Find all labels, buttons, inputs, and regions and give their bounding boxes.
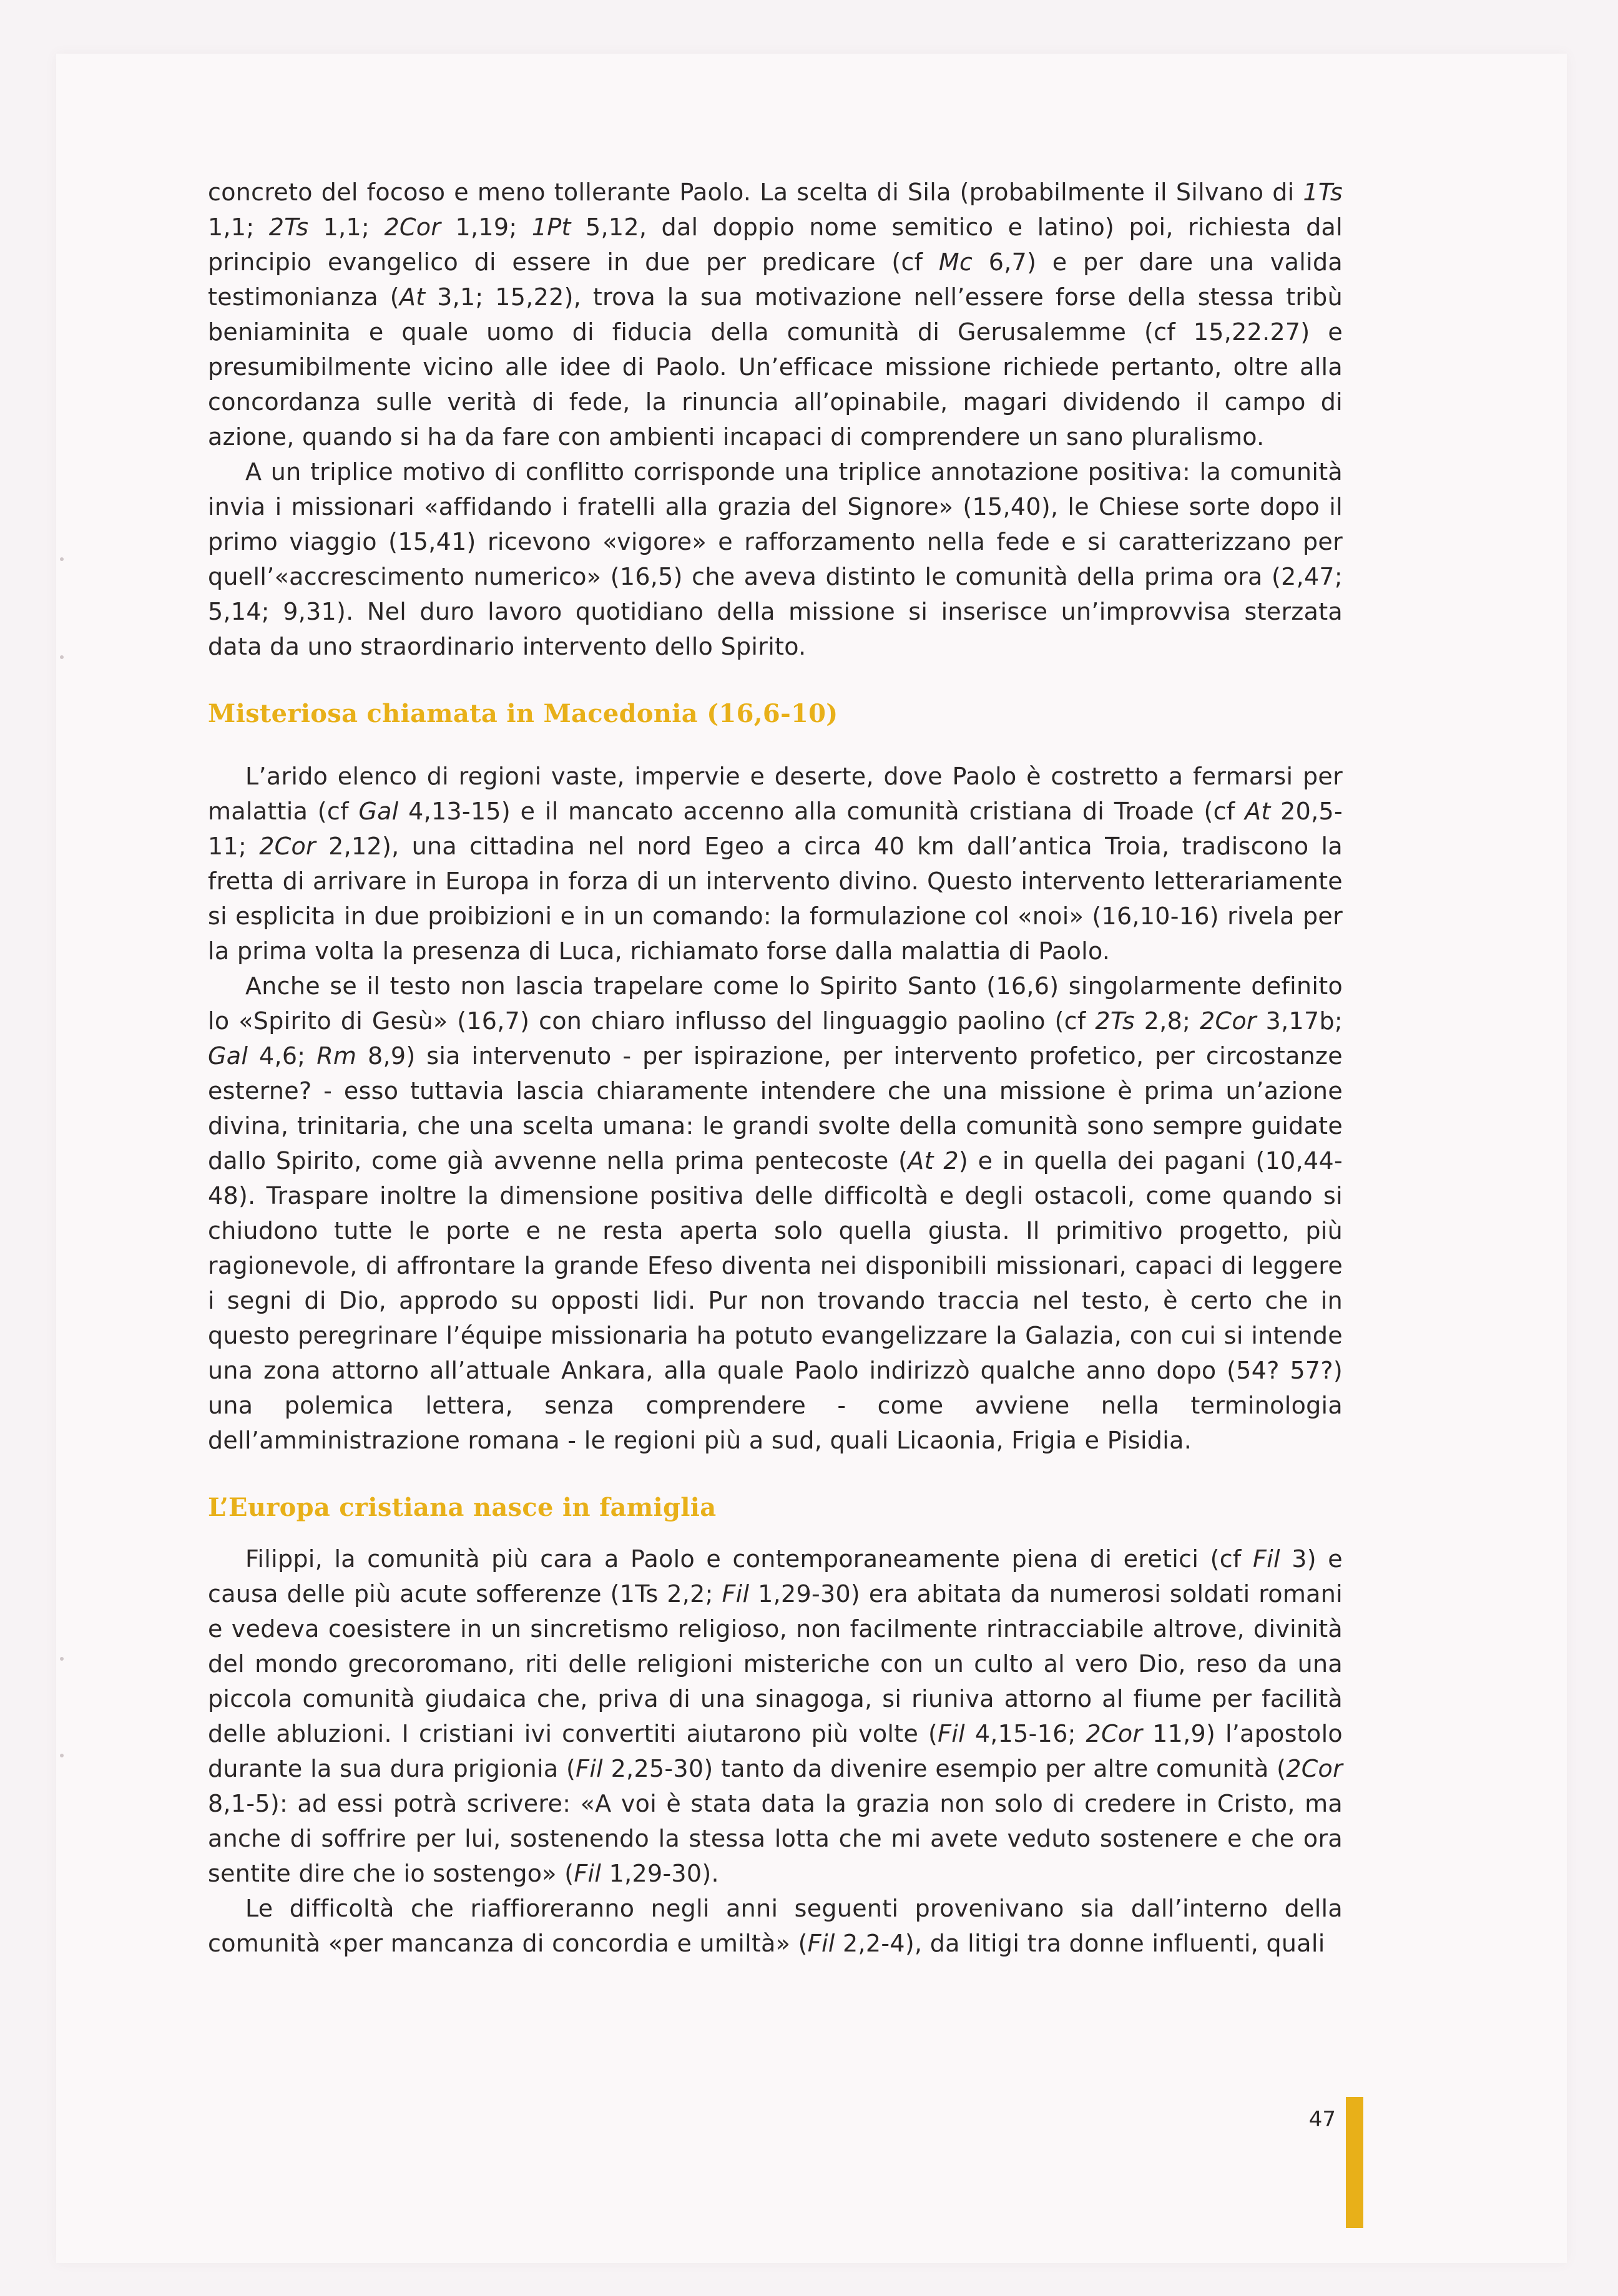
scripture-reference: Fil [574,1860,602,1887]
text-run: Filippi, la comunità più cara a Paolo e contemporaneamente piena di eretici (cf [245,1545,1253,1573]
scripture-reference: Fil [576,1755,604,1782]
scan-speck [60,1754,64,1757]
scripture-reference: 1Pt [531,213,571,241]
section2-paragraph-2 [208,1891,1343,1961]
scripture-reference: Fil [938,1720,965,1747]
scripture-reference: 2Ts [1095,1007,1135,1035]
text-run: 2,2-4), da litigi tra donne influenti, quali [835,1930,1325,1957]
intro-paragraph-1 [208,175,1343,454]
scan-speck [60,1657,64,1661]
text-run: 4,6; [248,1042,317,1070]
page-edge-tab [1346,2097,1363,2228]
text-run: 20,5-11; [208,798,1343,860]
section1-paragraph-2 [208,969,1343,1458]
scripture-reference: Fil [1253,1545,1280,1573]
section2-paragraph-1 [208,1541,1343,1891]
text-run: A un triplice motivo di conflitto corrisponde una triplice annotazione positiva: la comunità invia i missionari «affidando i fratelli alla grazia del Signore» (15,40), le Chiese sorte dopo il primo viaggio (15,41) ricevono «vigore» e rafforzamento nella fede e si caratterizzano per quell’«accrescimento numerico» (16,5) che aveva distinto le comunità della prima ora (2,47; 5,14; 9,31). Nel duro lavoro quotidiano della missione si inserisce un’improvvisa sterzata data da uno straordinario intervento dello Spirito. [208,458,1343,660]
scripture-reference: 2Cor [1200,1007,1257,1035]
scripture-reference: Fil [722,1580,750,1608]
scripture-reference: 2Ts [268,213,309,241]
scripture-reference: Gal [208,1042,248,1070]
scripture-reference: Rm [316,1042,357,1070]
scripture-reference: 2Cor [1286,1755,1343,1782]
text-run: Le difficoltà che riaffioreranno negli anni seguenti provenivano sia dall’interno della comunità «per mancanza di concordia e umiltà» ( [208,1895,1343,1957]
scan-speck [60,557,64,561]
scripture-reference: Fil [807,1930,835,1957]
section1-paragraph-1 [208,759,1343,969]
text-run: 4,13-15) e il mancato accenno alla comunità cristiana di Troade (cf [398,798,1245,825]
text-run: 1,29-30) era abitata da numerosi soldati romani e vedeva coesistere in un sincretismo religioso, non facilmente rintracciabile altrove, divinità del mondo grecoromano, riti delle religioni misteriche con un culto al vero Dio, reso da una piccola comunità giudaica che, priva di una sinagoga, si riuniva attorno al fiume per facilità delle abluzioni. I cristiani ivi convertiti aiutarono più volte ( [208,1580,1343,1747]
text-run: 1,1; [208,213,269,241]
scripture-reference: At [399,283,426,311]
scan-speck [60,655,64,659]
section-heading-macedonia: Misteriosa chiamata in Macedonia (16,6-10) [208,699,838,728]
text-run: Anche se il testo non lascia trapelare come lo Spirito Santo (16,6) singolarmente definito lo «Spirito di Gesù» (16,7) con chiaro influsso del linguaggio paolino (cf [208,972,1343,1035]
text-run: 4,15-16; [965,1720,1086,1747]
text-run: ) e in quella dei pagani (10,44-48). Traspare inoltre la dimensione positiva delle difficoltà e degli ostacoli, come quando si chiudono tutte le porte e ne resta aperta solo quella giusta. Il primitivo progetto, più ragionevole, di affrontare la grande Efeso diventa nei disponibili missionari, capaci di leggere i segni di Dio, approdo su opposti lidi. Pur non trovando traccia nel testo, è certo che in questo peregrinare l’équipe missionaria ha potuto evangelizzare la Galazia, con cui si intende una zona attorno all’attuale Ankara, alla quale Paolo indirizzò qualche anno dopo (54? 57?) una polemica lettera, senza comprendere - come avviene nella terminologia dell’amministrazione romana - le regioni più a sud, quali Licaonia, Frigia e Pisidia. [208,1147,1343,1454]
text-run: 2,25-30) tanto da divenire esempio per altre comunità ( [603,1755,1287,1782]
text-run: 3,1; 15,22), trova la sua motivazione nell’essere forse della stessa tribù beniaminita e quale uomo di fiducia della comunità di Gerusalemme (cf 15,22.27) e presumibilmente vicino alle idee di Paolo. Un’efficace missione richiede pertanto, oltre alla concordanza sulle verità di fede, la rinuncia all’opinabile, magari dividendo il campo di azione, quando si ha da fare con ambienti incapaci di comprendere un sano pluralismo. [208,283,1343,451]
scripture-reference: Mc [938,248,973,276]
text-run: 8,1-5): ad essi potrà scrivere: «A voi è stata data la grazia non solo di credere in Cristo, ma anche di soffrire per lui, sostenendo la stessa lotta che mi avete veduto sostenere e che ora sentite dire che io sostengo» ( [208,1790,1343,1887]
text-run: 8,9) sia intervenuto - per ispirazione, per intervento profetico, per circostanze esterne? - esso tuttavia lascia chiaramente intendere che una missione è prima un’azione divina, trinitaria, che una scelta umana: le grandi svolte della comunità sono sempre guidate dallo Spirito, come già avvenne nella prima pentecoste ( [208,1042,1343,1175]
scripture-reference: 1Ts [1303,178,1343,206]
text-run: 1,19; [441,213,532,241]
intro-paragraph-2 [208,454,1343,664]
scripture-reference: Gal [358,798,399,825]
section-heading-europa: L’Europa cristiana nasce in famiglia [208,1493,717,1522]
text-run: 2,12), una cittadina nel nord Egeo a circa 40 km dall’antica Troia, tradiscono la fretta di arrivare in Europa in forza di un intervento divino. Questo intervento letterariamente si esplicita in due proibizioni e in un comando: la formulazione col «noi» (16,10-16) rivela per la prima volta la presenza di Luca, richiamato forse dalla malattia di Paolo. [208,833,1343,965]
scripture-reference: 2Cor [259,833,316,860]
text-column [208,175,1343,1961]
text-run: 11,9) l’apostolo durante la sua dura prigionia ( [208,1720,1343,1782]
text-run: L’arido elenco di regioni vaste, impervie e deserte, dove Paolo è costretto a fermarsi per malattia (cf [208,763,1343,825]
scripture-reference: At [1245,798,1271,825]
scripture-reference: At 2 [908,1147,959,1175]
text-run: 1,1; [308,213,385,241]
text-run: 3) e causa delle più acute sofferenze (1Ts 2,2; [208,1545,1343,1608]
text-run: 3,17b; [1256,1007,1343,1035]
page-number: 47 [1308,2107,1336,2132]
text-run: 6,7) e per dare una valida testimonianza ( [208,248,1343,311]
text-run: 2,8; [1134,1007,1200,1035]
text-run: 5,12, dal doppio nome semitico e latino) poi, richiesta dal principio evangelico di essere in due per predicare (cf [208,213,1343,276]
text-run: 1,29-30). [601,1860,719,1887]
scripture-reference: 2Cor [1086,1720,1143,1747]
scripture-reference: 2Cor [384,213,441,241]
text-run: concreto del focoso e meno tollerante Paolo. La scelta di Sila (probabilmente il Silvano di [208,178,1303,206]
